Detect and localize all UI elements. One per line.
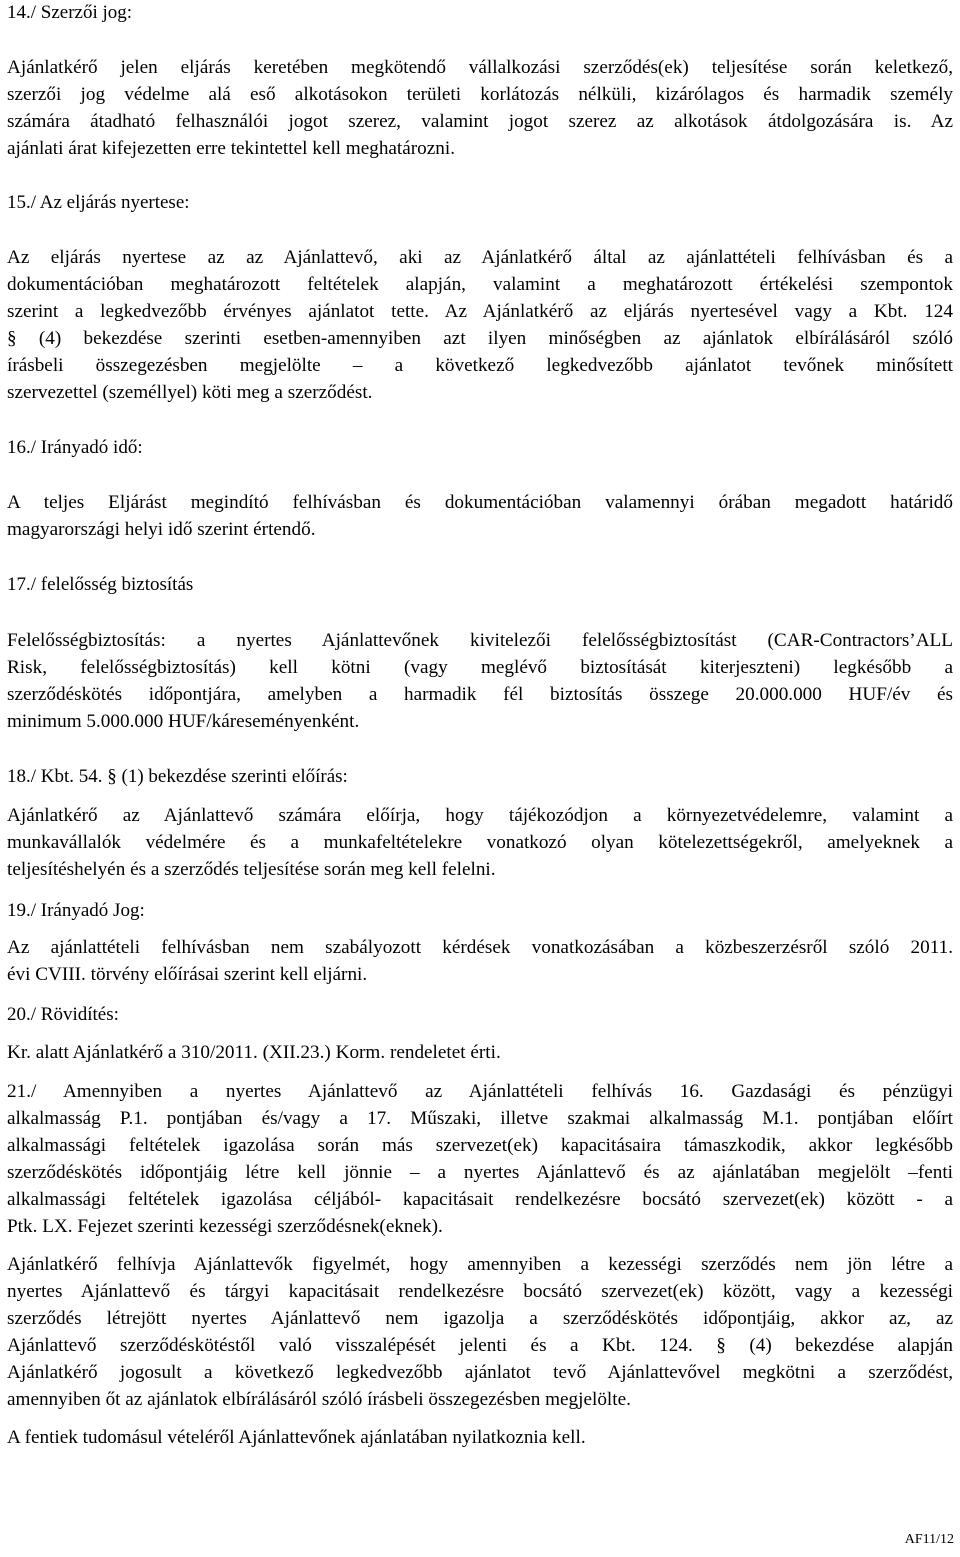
text-line: Ajánlattevő szerződéskötéstől való visszalépését jelenti és a Kbt. 124. § (4) bekezdése alapján (7, 1335, 953, 1356)
section-14-heading: 14./ Szerzői jog: (7, 2, 133, 23)
text-line: Az ajánlattételi felhívásban nem szabályozott kérdések vonatkozásában a közbeszerzésről szóló 2011. (7, 937, 953, 958)
text-line: alkalmassági feltételek igazolása céljából- kapacitásait rendelkezésre bocsátó szervezet(ek) között - a (7, 1189, 953, 1210)
text-line: Ajánlatkérő jelen eljárás keretében megkötendő vállalkozási szerződés(ek) teljesítése során keletkező, (7, 57, 953, 78)
text-line: alkalmasság P.1. pontjában és/vagy a 17. Műszaki, illetve szakmai alkalmasság M.1. pontjában előírt (7, 1108, 953, 1129)
text-line: szerzői jog védelme alá eső alkotásokon területi korlátozás nélküli, kizárólagos és harmadik személy (7, 84, 953, 105)
text-line: A teljes Eljárást megindító felhívásban és dokumentációban valamennyi órában megadott határidő (7, 492, 953, 513)
text-line: § (4) bekezdése szerinti esetben-amennyiben azt ilyen minőségben az ajánlatok elbírálásáról szóló (7, 328, 953, 349)
section-17-heading: 17./ felelősség biztosítás (7, 574, 194, 595)
section-21-first-line: 21./ Amennyiben a nyertes Ajánlattevő az Ajánlattételi felhívás 16. Gazdasági és pénzügyi (7, 1081, 953, 1102)
text-line: szerződéskötés időpontjára, amelyben a harmadik fél biztosítás összege 20.000.000 HUF/év és (7, 684, 953, 705)
text-line: Felelősségbiztosítás: a nyertes Ajánlattevőnek kivitelezői felelősségbiztosítást (CAR-Contractors’ALL (7, 630, 953, 651)
text-line: alkalmassági feltételek igazolása során más szervezet(ek) kapacitásaira támaszkodik, akkor legkésőbb (7, 1135, 953, 1156)
page-number: AF11/12 (904, 1532, 954, 1547)
text-line: szervezettel (személlyel) köti meg a szerződést. (7, 382, 373, 403)
section-16-heading: 16./ Irányadó idő: (7, 437, 143, 458)
text-line: amennyiben őt az ajánlatok elbírálásáról szóló írásbeli összegezésben megjelölte. (7, 1389, 631, 1410)
text-line: dokumentációban meghatározott feltételek alapján, valamint a meghatározott értékelési szempontok (7, 274, 953, 295)
section-20-heading: 20./ Rövidítés: (7, 1004, 119, 1025)
text-line: írásbeli összegezésben megjelölte – a következő legkedvezőbb ajánlatot tevőnek minősített (7, 355, 953, 376)
section-19-heading: 19./ Irányadó Jog: (7, 900, 145, 921)
text-line: teljesítéshelyén és a szerződés teljesítése során meg kell felelni. (7, 859, 496, 880)
text-line: Ajánlatkérő jogosult a következő legkedvezőbb ajánlatot tevő Ajánlattevővel megkötni a szerződést, (7, 1362, 953, 1383)
text-line: szerződés létrejött nyertes Ajánlattevő nem igazolja a szerződéskötés időpontjáig, akkor az, az (7, 1308, 953, 1329)
text-line: Kr. alatt Ajánlatkérő a 310/2011. (XII.23.) Korm. rendeletet érti. (7, 1042, 501, 1063)
text-line: munkavállalók védelmére és a munkafeltételekre vonatkozó olyan kötelezettségekről, amelyeknek a (7, 832, 953, 853)
text-line: Az eljárás nyertese az az Ajánlattevő, aki az Ajánlatkérő által az ajánlattételi felhívásban és a (7, 247, 953, 268)
text-line: szerint a legkedvezőbb érvényes ajánlatot tette. Az Ajánlatkérő az eljárás nyertesével vagy a Kbt. 124 (7, 301, 953, 322)
text-line: magyarországi helyi idő szerint értendő. (7, 519, 316, 540)
section-15-heading: 15./ Az eljárás nyertese: (7, 192, 190, 213)
text-line: évi CVIII. törvény előírásai szerint kell eljárni. (7, 964, 368, 985)
section-18-heading: 18./ Kbt. 54. § (1) bekezdése szerinti előírás: (7, 766, 348, 787)
text-line: nyertes Ajánlattevő és tárgyi kapacitásait rendelkezésre bocsátó szervezet(ek) között, vagy a kezességi (7, 1281, 953, 1302)
text-line: Ajánlatkérő felhívja Ajánlattevők figyelmét, hogy amennyiben a kezességi szerződés nem jön létre a (7, 1254, 953, 1275)
text-line: Ptk. LX. Fejezet szerinti kezességi szerződésnek(eknek). (7, 1216, 443, 1237)
text-line: ajánlati árat kifejezetten erre tekintettel kell meghatározni. (7, 138, 456, 159)
text-line: minimum 5.000.000 HUF/káreseményenként. (7, 711, 360, 732)
text-line: A fentiek tudomásul vételéről Ajánlattevőnek ajánlatában nyilatkoznia kell. (7, 1427, 586, 1448)
text-line: Ajánlatkérő az Ajánlattevő számára előírja, hogy tájékozódjon a környezetvédelemre, valamint a (7, 805, 953, 826)
text-line: Risk, felelősségbiztosítás) kell kötni (vagy meglévő biztosítását kiterjeszteni) legkésőbb a (7, 657, 953, 678)
text-line: szerződéskötés időpontjáig létre kell jönnie – a nyertes Ajánlattevő és az ajánlatában megjelölt –fenti (7, 1162, 953, 1183)
text-line: számára átadható felhasználói jogot szerez, valamint jogot szerez az alkotások átdolgozására is. Az (7, 111, 953, 132)
